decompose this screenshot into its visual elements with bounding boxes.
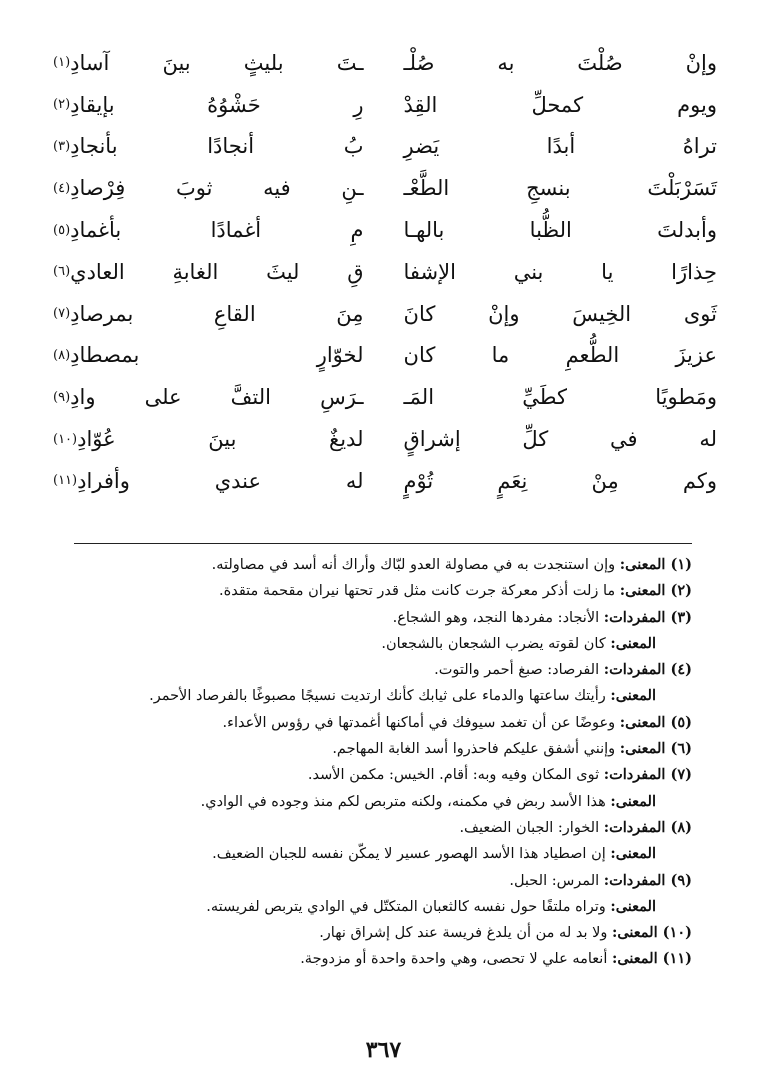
footnote-number: (٧) bbox=[665, 766, 692, 784]
footnote-number: (٥) bbox=[665, 713, 692, 731]
verse-second-hemistich bbox=[50, 134, 363, 158]
verse-first-text: وأبدلتَ الظُّبا بالهـا bbox=[403, 218, 717, 243]
verse-line bbox=[50, 84, 717, 126]
footnote-divider bbox=[74, 543, 692, 544]
verse-first-text: ويوم كمحلِّ القِدْ bbox=[403, 92, 717, 117]
footnote-number: (٩) bbox=[665, 871, 692, 889]
verse-first-hemistich bbox=[404, 385, 717, 409]
footnote-label: المفردات: bbox=[603, 608, 666, 626]
footnote-marker: (٧) bbox=[53, 306, 71, 322]
verse-line bbox=[50, 167, 717, 209]
footnote-label: المعنى: bbox=[610, 687, 656, 705]
verse-line bbox=[50, 376, 717, 418]
footnote-label: المعنى: bbox=[619, 713, 666, 731]
verse-second-hemistich bbox=[50, 427, 363, 451]
verse-first-text: تراهُ أبدًا يَضرِ bbox=[403, 134, 717, 159]
footnote-number: (١١) bbox=[657, 950, 692, 968]
footnote-line bbox=[52, 578, 692, 604]
verse-first-text: ثَوى الخِيسَ وإنْ كانَ bbox=[403, 301, 717, 326]
footnote-label: المعنى: bbox=[619, 556, 666, 573]
footnote-text: ثوى المكان وفيه وبه: أقام. الخيس: مكمن الأسد. bbox=[307, 767, 604, 784]
verse-first-hemistich bbox=[404, 93, 717, 117]
footnote-marker: (٨) bbox=[53, 347, 71, 363]
footnote-line bbox=[52, 841, 692, 867]
poem-verses bbox=[50, 42, 717, 502]
footnote-line bbox=[52, 605, 692, 631]
footnote-text: رأيتك ساعتها والدماء على ثيابك كأنك ارتديت نسيجًا مصبوغًا بالفرصاد الأحمر. bbox=[149, 688, 611, 705]
verse-line bbox=[50, 293, 717, 335]
footnote-marker: (١١) bbox=[53, 473, 78, 489]
footnote-line bbox=[52, 946, 692, 972]
footnote-number: (٦) bbox=[665, 740, 692, 758]
footnote-line bbox=[52, 920, 692, 946]
footnote-text: هذا الأسد ربض في مكمنه، ولكنه متربص لكم منذ وجوده في الوادي. bbox=[200, 793, 611, 810]
footnote-text: ما زلت أذكر معركة جرت كانت مثل قدر تحتها نيران مقحمة متقدة. bbox=[219, 583, 620, 600]
verse-first-hemistich bbox=[404, 134, 717, 158]
footnote-text: وتراه ملتفًا حول نفسه كالثعبان المتكتّل في الوادي يتربص لفريسته. bbox=[206, 898, 611, 915]
footnote-line bbox=[52, 789, 692, 815]
footnote-marker: (١) bbox=[53, 55, 71, 71]
footnote-text: الأنجاد: مفردها النجد، وهو الشجاع. bbox=[392, 609, 604, 626]
footnote-label: المفردات: bbox=[603, 871, 666, 889]
verse-line bbox=[50, 209, 717, 251]
verse-line bbox=[50, 335, 717, 377]
verse-second-hemistich bbox=[50, 176, 363, 200]
footnote-text: المرس: الحبل. bbox=[509, 872, 604, 889]
footnote-number: (٢) bbox=[665, 582, 692, 600]
verse-first-hemistich bbox=[404, 51, 717, 75]
footnote-marker: (٤) bbox=[53, 180, 71, 196]
footnote-line bbox=[52, 683, 692, 709]
footnote-text: كان لقوته يضرب الشجعان بالشجعان. bbox=[381, 635, 611, 652]
footnote-line bbox=[52, 762, 692, 788]
verse-line bbox=[50, 42, 717, 84]
footnote-label: المعنى: bbox=[619, 740, 666, 758]
verse-first-hemistich bbox=[404, 218, 717, 242]
verse-line bbox=[50, 251, 717, 293]
verse-second-text: بُ أنجادًا بأنجادِ bbox=[70, 134, 364, 159]
footnote-line bbox=[52, 868, 692, 894]
verse-first-hemistich bbox=[404, 260, 717, 284]
verse-first-hemistich bbox=[404, 176, 717, 200]
footnote-text: وإنني أشفق عليكم فاحذروا أسد الغابة المهاجم. bbox=[332, 741, 620, 758]
footnote-line bbox=[52, 894, 692, 920]
verse-second-text: مِ أغمادًا بأغمادِ bbox=[70, 218, 364, 243]
verse-second-hemistich bbox=[50, 260, 363, 284]
verse-second-hemistich bbox=[50, 218, 363, 242]
verse-first-text: تَسَرْبَلْتَ بنسجِ الطَّعْـ bbox=[403, 176, 717, 201]
footnote-label: المعنى: bbox=[610, 897, 656, 915]
verse-second-hemistich bbox=[50, 469, 363, 493]
footnote-text: إن اصطياد هذا الأسد الهصور عسير لا يمكّن نفسه للجبان الضعيف. bbox=[212, 846, 611, 863]
footnote-label: المفردات: bbox=[603, 818, 666, 836]
footnote-marker: (٩) bbox=[53, 389, 71, 405]
footnote-text: أنعامه علي لا تحصى، وهي واحدة واحدة أو مزدوجة. bbox=[300, 951, 612, 968]
footnote-line bbox=[52, 736, 692, 762]
footnote-text: ولا بد له من أن يلدغ فريسة عند كل إشراق نهار. bbox=[319, 925, 612, 942]
verse-first-text: وإنْ صُلْتَ به صُلْـ bbox=[403, 50, 717, 75]
verse-second-text: لخوّارٍ بمصطادِ bbox=[70, 343, 364, 368]
footnote-marker: (٥) bbox=[53, 222, 71, 238]
footnote-label: المفردات: bbox=[603, 661, 666, 679]
footnote-text: وإن استنجدت به في مصاولة العدو لبّاك وأراك أنه أسد في مصاولته. bbox=[211, 557, 620, 573]
footnote-label: المعنى: bbox=[610, 845, 656, 863]
verse-first-hemistich bbox=[404, 427, 717, 451]
footnote-text: الخوار: الجبان الضعيف. bbox=[459, 819, 604, 836]
verse-second-hemistich bbox=[50, 302, 363, 326]
footnote-line bbox=[52, 815, 692, 841]
footnote-number: (٤) bbox=[665, 661, 692, 679]
footnote-label: المعنى: bbox=[610, 792, 656, 810]
verse-second-text: رِ حَشْوُهُ بإيقادِ bbox=[70, 92, 364, 117]
verse-first-hemistich bbox=[404, 343, 717, 367]
footnote-line bbox=[52, 657, 692, 683]
verse-line bbox=[50, 418, 717, 460]
footnote-label: المعنى: bbox=[610, 634, 656, 652]
verse-second-text: مِنَ القاعِ بمرصادِ bbox=[70, 301, 364, 326]
verse-first-text: له في كلِّ إشراقٍ bbox=[403, 427, 717, 452]
footnote-marker: (١٠) bbox=[53, 431, 78, 447]
verse-second-text: له عندي وأفرادِ bbox=[77, 468, 364, 493]
footnote-label: المعنى: bbox=[611, 924, 658, 942]
verse-second-hemistich bbox=[50, 93, 363, 117]
footnote-text: الفرصاد: صبغ أحمر والتوت. bbox=[434, 662, 604, 679]
footnote-line bbox=[52, 710, 692, 736]
footnote-number: (٣) bbox=[665, 608, 692, 626]
page-number: ٣٦٧ bbox=[365, 1037, 402, 1063]
footnote-label: المفردات: bbox=[603, 766, 666, 784]
verse-second-text: لديغٌ بينَ عُوّادِ bbox=[77, 427, 364, 452]
footnote-marker: (٣) bbox=[53, 138, 71, 154]
footnotes bbox=[52, 552, 692, 973]
verse-first-text: وكم مِنْ نِعَمٍ تُوْمٍ bbox=[403, 468, 717, 493]
verse-second-hemistich bbox=[50, 51, 363, 75]
verse-second-text: ـرَسِ التفَّ على وادِ bbox=[70, 385, 364, 410]
footnote-number: (٨) bbox=[665, 818, 692, 836]
footnote-number: (١) bbox=[665, 556, 692, 573]
verse-first-text: حِذارًا يا بني الإشفا bbox=[403, 259, 717, 284]
verse-second-hemistich bbox=[50, 343, 363, 367]
verse-second-text: ـتَ بليثٍ بينَ آسادِ bbox=[70, 50, 364, 75]
footnote-marker: (٢) bbox=[53, 97, 71, 113]
verse-first-text: ومَطويًا كطَيِّ المَـ bbox=[403, 385, 717, 410]
footnote-number: (١٠) bbox=[657, 924, 692, 942]
footnote-text: وعوضًا عن أن تغمد سيوفك في أماكنها أغمدتها في رؤوس الأعداء. bbox=[222, 714, 620, 731]
footnote-label: المعنى: bbox=[611, 950, 658, 968]
verse-first-hemistich bbox=[404, 302, 717, 326]
verse-line bbox=[50, 460, 717, 502]
verse-second-text: ـنِ فيه ثوبَ فِرْصادِ bbox=[70, 176, 364, 201]
verse-first-text: عزيزَ الطُّعمِ ما كان bbox=[403, 343, 717, 368]
footnote-label: المعنى: bbox=[619, 582, 666, 600]
footnote-line bbox=[52, 552, 692, 578]
verse-second-hemistich bbox=[50, 385, 363, 409]
verse-first-hemistich bbox=[404, 469, 717, 493]
verse-line bbox=[50, 126, 717, 168]
footnote-line bbox=[52, 631, 692, 657]
verse-second-text: قِ ليثَ الغابةِ العادي bbox=[70, 259, 364, 284]
footnote-marker: (٦) bbox=[53, 264, 71, 280]
